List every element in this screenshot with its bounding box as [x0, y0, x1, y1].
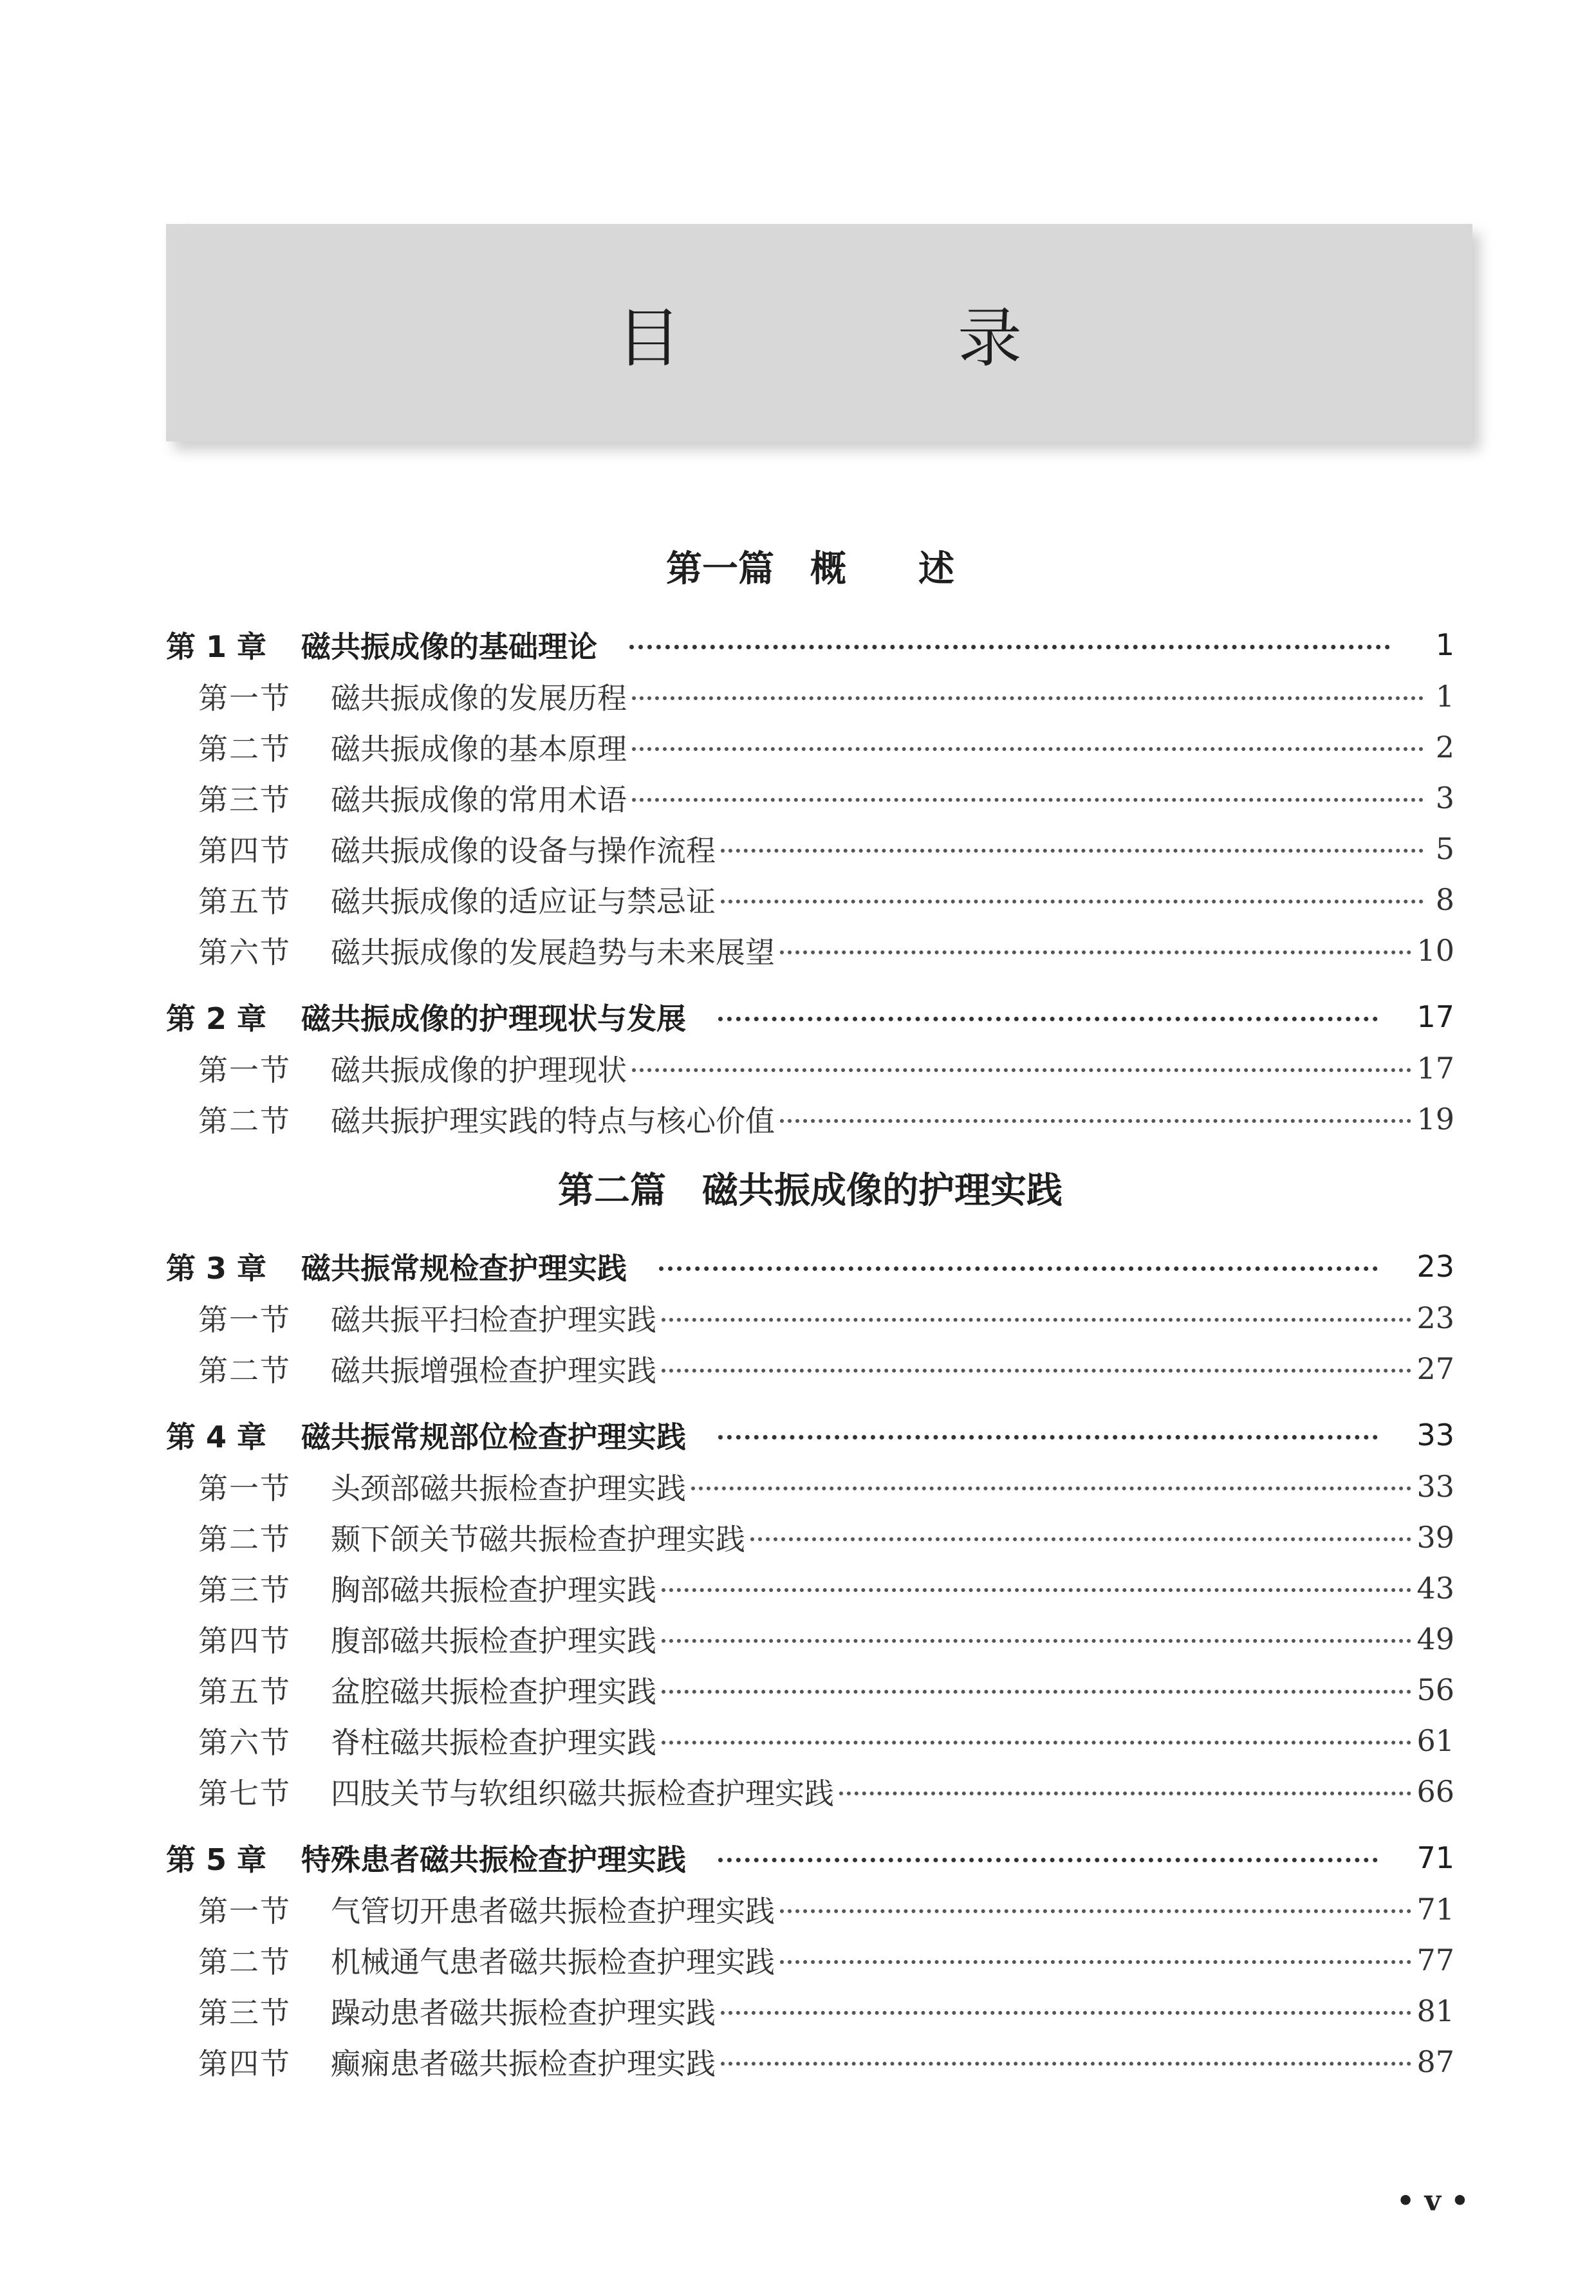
chapter-number: 第 3 章: [166, 1251, 267, 1286]
section-entry[interactable]: [166, 1042, 1454, 1093]
section-number: 第二节: [198, 1353, 291, 1388]
section-number: 第六节: [198, 1725, 291, 1760]
dot-leader: [632, 798, 1424, 802]
section-page-number: 23: [1416, 1300, 1454, 1335]
section-title: 气管切开患者磁共振检查护理实践: [331, 1893, 775, 1929]
chapter-page-number: 1: [1435, 627, 1454, 662]
section-title: 磁共振成像的基本原理: [331, 731, 627, 766]
section-page-number: 43: [1416, 1570, 1454, 1606]
chapter-page-number: 71: [1416, 1840, 1454, 1875]
chapter-page-number: 17: [1416, 999, 1454, 1034]
dot-leader: [632, 696, 1424, 700]
section-page-number: 17: [1416, 1050, 1454, 1086]
section-number: 第四节: [198, 833, 291, 868]
section-entry[interactable]: [166, 1613, 1454, 1664]
section-title: 四肢关节与软组织磁共振检查护理实践: [331, 1775, 834, 1811]
section-title: 头颈部磁共振检查护理实践: [331, 1470, 686, 1506]
chapter-title: 磁共振成像的基础理论: [301, 629, 597, 664]
section-page-number: 81: [1416, 1993, 1454, 2028]
chapter-entry[interactable]: [166, 1241, 1454, 1292]
section-entry[interactable]: [166, 874, 1454, 925]
section-title: 磁共振护理实践的特点与核心价值: [331, 1103, 775, 1138]
section-page-number: 2: [1435, 729, 1454, 764]
dot-leader: [662, 1690, 1411, 1694]
section-entry[interactable]: [166, 2036, 1454, 2087]
section-entry[interactable]: [166, 1884, 1454, 1934]
section-page-number: 87: [1416, 2044, 1454, 2079]
dot-leader: [780, 950, 1411, 954]
section-title: 机械通气患者磁共振检查护理实践: [331, 1944, 775, 1979]
chapter-entry[interactable]: [166, 991, 1454, 1042]
section-title: 磁共振增强检查护理实践: [331, 1353, 656, 1388]
section-title: 磁共振成像的发展趋势与未来展望: [331, 934, 775, 970]
chapter-title: 磁共振成像的护理现状与发展: [301, 1001, 686, 1036]
section-title: 躁动患者磁共振检查护理实践: [331, 1995, 716, 2030]
title-banner: [166, 224, 1472, 441]
section-number: 第七节: [198, 1775, 291, 1811]
part-heading: 第一篇 概 述: [666, 548, 954, 590]
section-title: 磁共振成像的常用术语: [331, 782, 627, 817]
chapter-number: 第 4 章: [166, 1420, 267, 1454]
dot-leader: [780, 1909, 1411, 1913]
section-page-number: 19: [1416, 1101, 1454, 1136]
section-entry[interactable]: [166, 1934, 1454, 1985]
page-title: 目 录: [617, 301, 1128, 376]
section-number: 第四节: [198, 2046, 291, 2081]
section-title: 癫痫患者磁共振检查护理实践: [331, 2046, 716, 2081]
dot-leader: [691, 1486, 1411, 1490]
dot-leader: [718, 1017, 1378, 1021]
table-of-contents: [166, 534, 1454, 2087]
chapter-entry[interactable]: [166, 1409, 1454, 1461]
chapter-page-number: 23: [1416, 1249, 1454, 1284]
dot-leader: [780, 1119, 1411, 1123]
section-entry[interactable]: [166, 1664, 1454, 1715]
section-number: 第一节: [198, 1893, 291, 1929]
section-page-number: 39: [1416, 1519, 1454, 1555]
dot-leader: [662, 1369, 1411, 1373]
dot-leader: [662, 1639, 1411, 1643]
section-number: 第三节: [198, 1995, 291, 2030]
dot-leader: [839, 1791, 1411, 1795]
section-title: 磁共振成像的护理现状: [331, 1052, 627, 1088]
section-number: 第二节: [198, 1103, 291, 1138]
section-title: 盆腔磁共振检查护理实践: [331, 1674, 656, 1709]
dot-leader: [632, 1068, 1411, 1072]
chapter-number: 第 5 章: [166, 1842, 267, 1877]
dot-leader: [780, 1960, 1411, 1964]
section-page-number: 27: [1416, 1351, 1454, 1386]
section-entry[interactable]: [166, 1562, 1454, 1613]
section-title: 磁共振成像的设备与操作流程: [331, 833, 716, 868]
chapter-number: 第 1 章: [166, 629, 267, 664]
dot-leader: [632, 747, 1424, 751]
section-number: 第五节: [198, 884, 291, 919]
section-page-number: 61: [1416, 1723, 1454, 1758]
section-number: 第一节: [198, 1302, 291, 1337]
section-number: 第二节: [198, 1944, 291, 1979]
section-page-number: 33: [1416, 1468, 1454, 1504]
section-number: 第一节: [198, 1052, 291, 1088]
dot-leader: [659, 1266, 1378, 1271]
section-title: 腹部磁共振检查护理实践: [331, 1623, 656, 1658]
section-number: 第六节: [198, 934, 291, 970]
section-entry[interactable]: [166, 721, 1454, 772]
section-title: 胸部磁共振检查护理实践: [331, 1572, 656, 1607]
dot-leader: [662, 1741, 1411, 1745]
part-heading: 第二篇 磁共振成像的护理实践: [558, 1169, 1062, 1212]
dot-leader: [718, 1858, 1378, 1862]
section-entry[interactable]: [166, 1093, 1454, 1144]
section-number: 第四节: [198, 1623, 291, 1658]
section-number: 第一节: [198, 1470, 291, 1506]
section-entry[interactable]: [166, 772, 1454, 823]
section-number: 第五节: [198, 1674, 291, 1709]
dot-leader: [662, 1588, 1411, 1592]
section-entry[interactable]: [166, 1766, 1454, 1817]
section-number: 第一节: [198, 680, 291, 716]
section-page-number: 5: [1435, 831, 1454, 866]
section-page-number: 49: [1416, 1621, 1454, 1656]
section-number: 第二节: [198, 1521, 291, 1557]
section-page-number: 56: [1416, 1672, 1454, 1707]
dot-leader: [721, 2011, 1411, 2015]
section-title: 磁共振成像的发展历程: [331, 680, 627, 716]
section-page-number: 66: [1416, 1773, 1454, 1809]
dot-leader: [721, 849, 1424, 853]
section-entry[interactable]: [166, 671, 1454, 721]
section-page-number: 71: [1416, 1891, 1454, 1927]
section-title: 磁共振成像的适应证与禁忌证: [331, 884, 716, 919]
section-entry[interactable]: [166, 1985, 1454, 2036]
section-entry[interactable]: [166, 1292, 1454, 1343]
dot-leader: [629, 645, 1390, 649]
section-page-number: 10: [1416, 932, 1454, 968]
section-page-number: 8: [1435, 882, 1454, 917]
chapter-entry[interactable]: [166, 1832, 1454, 1884]
section-title: 颞下颌关节磁共振检查护理实践: [331, 1521, 745, 1557]
chapter-page-number: 33: [1416, 1418, 1454, 1452]
section-page-number: 1: [1435, 678, 1454, 714]
section-page-number: 77: [1416, 1942, 1454, 1977]
dot-leader: [718, 1435, 1378, 1440]
chapter-title: 磁共振常规部位检查护理实践: [301, 1420, 686, 1454]
dot-leader: [750, 1537, 1411, 1541]
section-entry[interactable]: [166, 1461, 1454, 1512]
section-entry[interactable]: [166, 1512, 1454, 1562]
page-folio: • v •: [1396, 2185, 1469, 2217]
chapter-number: 第 2 章: [166, 1001, 267, 1036]
section-entry[interactable]: [166, 1715, 1454, 1766]
section-entry[interactable]: [166, 1343, 1454, 1394]
chapter-title: 特殊患者磁共振检查护理实践: [301, 1842, 686, 1877]
section-number: 第三节: [198, 782, 291, 817]
section-entry[interactable]: [166, 823, 1454, 874]
chapter-entry[interactable]: [166, 619, 1454, 671]
chapter-title: 磁共振常规检查护理实践: [301, 1251, 627, 1286]
section-page-number: 3: [1435, 780, 1454, 815]
dot-leader: [721, 2062, 1411, 2066]
section-number: 第三节: [198, 1572, 291, 1607]
dot-leader: [662, 1318, 1411, 1322]
section-title: 磁共振平扫检查护理实践: [331, 1302, 656, 1337]
section-entry[interactable]: [166, 925, 1454, 976]
section-title: 脊柱磁共振检查护理实践: [331, 1725, 656, 1760]
dot-leader: [721, 900, 1424, 903]
section-number: 第二节: [198, 731, 291, 766]
